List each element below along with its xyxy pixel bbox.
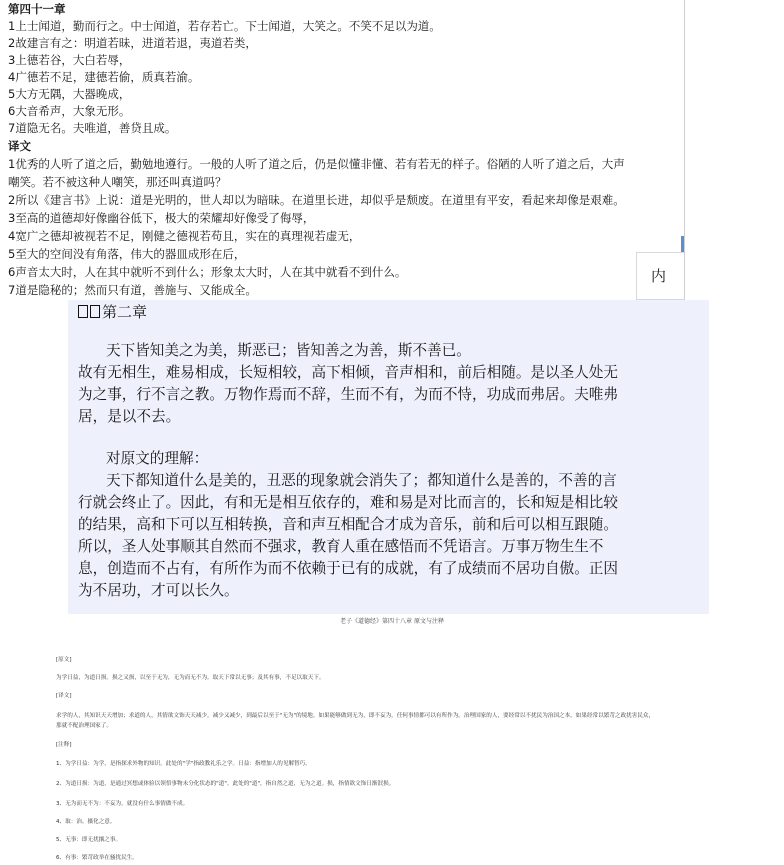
translation-line: 嘲笑。若不被这种人嘲笑，那还叫真道吗？ <box>8 175 227 189</box>
original-line: 3上德若谷，大白若辱， <box>8 53 131 67</box>
content-tab[interactable]: 内 <box>636 252 684 300</box>
translation-line: 求学的人，其知识天天增加；求道的人，其情欲文饰天天减少。减少又减少，到最后以至于"无为"的境地。如果能够做到无为，即不妄为，任何事情都可以有所作为。治理国家的人，要经常以不扰民为治国之本，如果经常以繁苛之政扰害民众， <box>56 713 655 719</box>
original-line: 1上士闻道，勤而行之。中士闻道，若存若亡。下士闻道，大笑之。不笑不足以为道。 <box>8 19 441 33</box>
translation-line: 3至高的道德却好像幽谷低下，极大的荣耀却好像受了侮辱， <box>8 211 315 225</box>
chapter-2-title <box>78 302 147 322</box>
understanding-line: 所以，圣人处事顺其自然而不强求，教育人重在感悟而不凭语言。万事万物生生不 <box>78 538 604 555</box>
missing-glyph-box <box>90 305 100 318</box>
translation-line: 6声音太大时，人在其中就听不到什么；形象太大时，人在其中就看不到什么。 <box>8 265 407 279</box>
original-line: 6大音希声，大象无形。 <box>8 104 131 118</box>
chapter-2-panel <box>68 300 709 614</box>
translation-line: 7道是隐秘的；然而只有道，善施与、又能成全。 <box>8 283 257 297</box>
original-line: 2故建言有之：明道若昧，进道若退，夷道若类， <box>8 36 257 50</box>
missing-glyph-box <box>78 305 88 318</box>
translation-line: 4宽广之德却被视若不足，刚健之德视若苟且，实在的真理视若虚无， <box>8 229 361 243</box>
original-line: 5大方无隅，大器晚成， <box>8 87 131 101</box>
translation-line: 那就不配治理国家了。 <box>56 723 112 729</box>
translation-heading: 译文 <box>8 139 31 153</box>
translation-line: 2所以《建言书》上说：道是光明的，世人却以为暗昧。在道里长进，却似乎是颓废。在道里有平安，看起来却像是艰难。 <box>8 193 625 207</box>
translation-line: 5至大的空间没有角落，伟大的器皿成形在后， <box>8 247 246 261</box>
original-line: 居，是以不去。 <box>78 408 181 425</box>
original-line: 为之事，行不言之教。万物作焉而不辞，生而不有，为而不恃，功成而弗居。夫唯弗 <box>78 386 618 403</box>
original-label: [原文] <box>56 657 72 663</box>
note-line: 3、无为而无不为：不妄为，就没有什么事情做不成。 <box>56 801 189 807</box>
original-text: 为学日益，为道日损。损之又损，以至于无为，无为而无不为。取天下常以无事；及其有事，不足以取天下。 <box>56 675 325 681</box>
note-line: 4、取：治、摄化之意。 <box>56 819 116 825</box>
chapter-41-title: 第四十一章 <box>8 2 66 16</box>
accent-bar <box>681 236 684 252</box>
translation-label: [译文] <box>56 693 72 699</box>
note-line: 2、为道日损：为道，是通过冥想或体验以领悟事物未分化状态的"道"。此处的"道"，指自然之道，无为之道。损，指情欲文饰日渐泯损。 <box>56 781 395 787</box>
original-line: 7道隐无名。夫唯道，善贷且成。 <box>8 121 177 135</box>
chapter-2-title-text: 第二章 <box>102 303 148 321</box>
original-line: 4广德若不足，建德若偷，质真若渝。 <box>8 70 200 84</box>
notes-label: [注释] <box>56 742 72 748</box>
chapter-48-caption: 老子《道德经》第四十八章 原文与注释 <box>340 618 444 625</box>
note-line: 1、为学日益：为学，是指探求外物的知识。此处的"学"指政教礼乐之学。日益：指增加人的见解智巧。 <box>56 761 311 767</box>
original-line: 故有无相生，难易相成，长短相较，高下相倾，音声相和，前后相随。是以圣人处无 <box>78 364 618 381</box>
chapter-41-panel <box>0 0 685 300</box>
translation-line: 1优秀的人听了道之后，勤勉地遵行。一般的人听了道之后，仍是似懂非懂、若有若无的样子。俗陋的人听了道之后，大声 <box>8 157 625 171</box>
note-line: 5、无事：即无扰攘之事。 <box>56 837 122 843</box>
understanding-heading: 对原文的理解： <box>106 450 209 467</box>
understanding-line: 行就会终止了。因此，有和无是相互依存的，难和易是对比而言的，长和短是相比较 <box>78 494 618 511</box>
note-line: 6、有事：繁苛政举在骚扰民生。 <box>56 855 138 861</box>
original-line: 天下皆知美之为美，斯恶已；皆知善之为善，斯不善已。 <box>106 342 471 359</box>
understanding-line: 息，创造而不占有，有所作为而不依赖于已有的成就，有了成绩而不居功自傲。正因 <box>78 560 618 577</box>
understanding-line: 天下都知道什么是美的，丑恶的现象就会消失了；都知道什么是善的，不善的言 <box>106 472 617 489</box>
understanding-line: 的结果，高和下可以互相转换，音和声互相配合才成为音乐，前和后可以相互跟随。 <box>78 516 618 533</box>
understanding-line: 为不居功，才可以长久。 <box>78 582 239 599</box>
